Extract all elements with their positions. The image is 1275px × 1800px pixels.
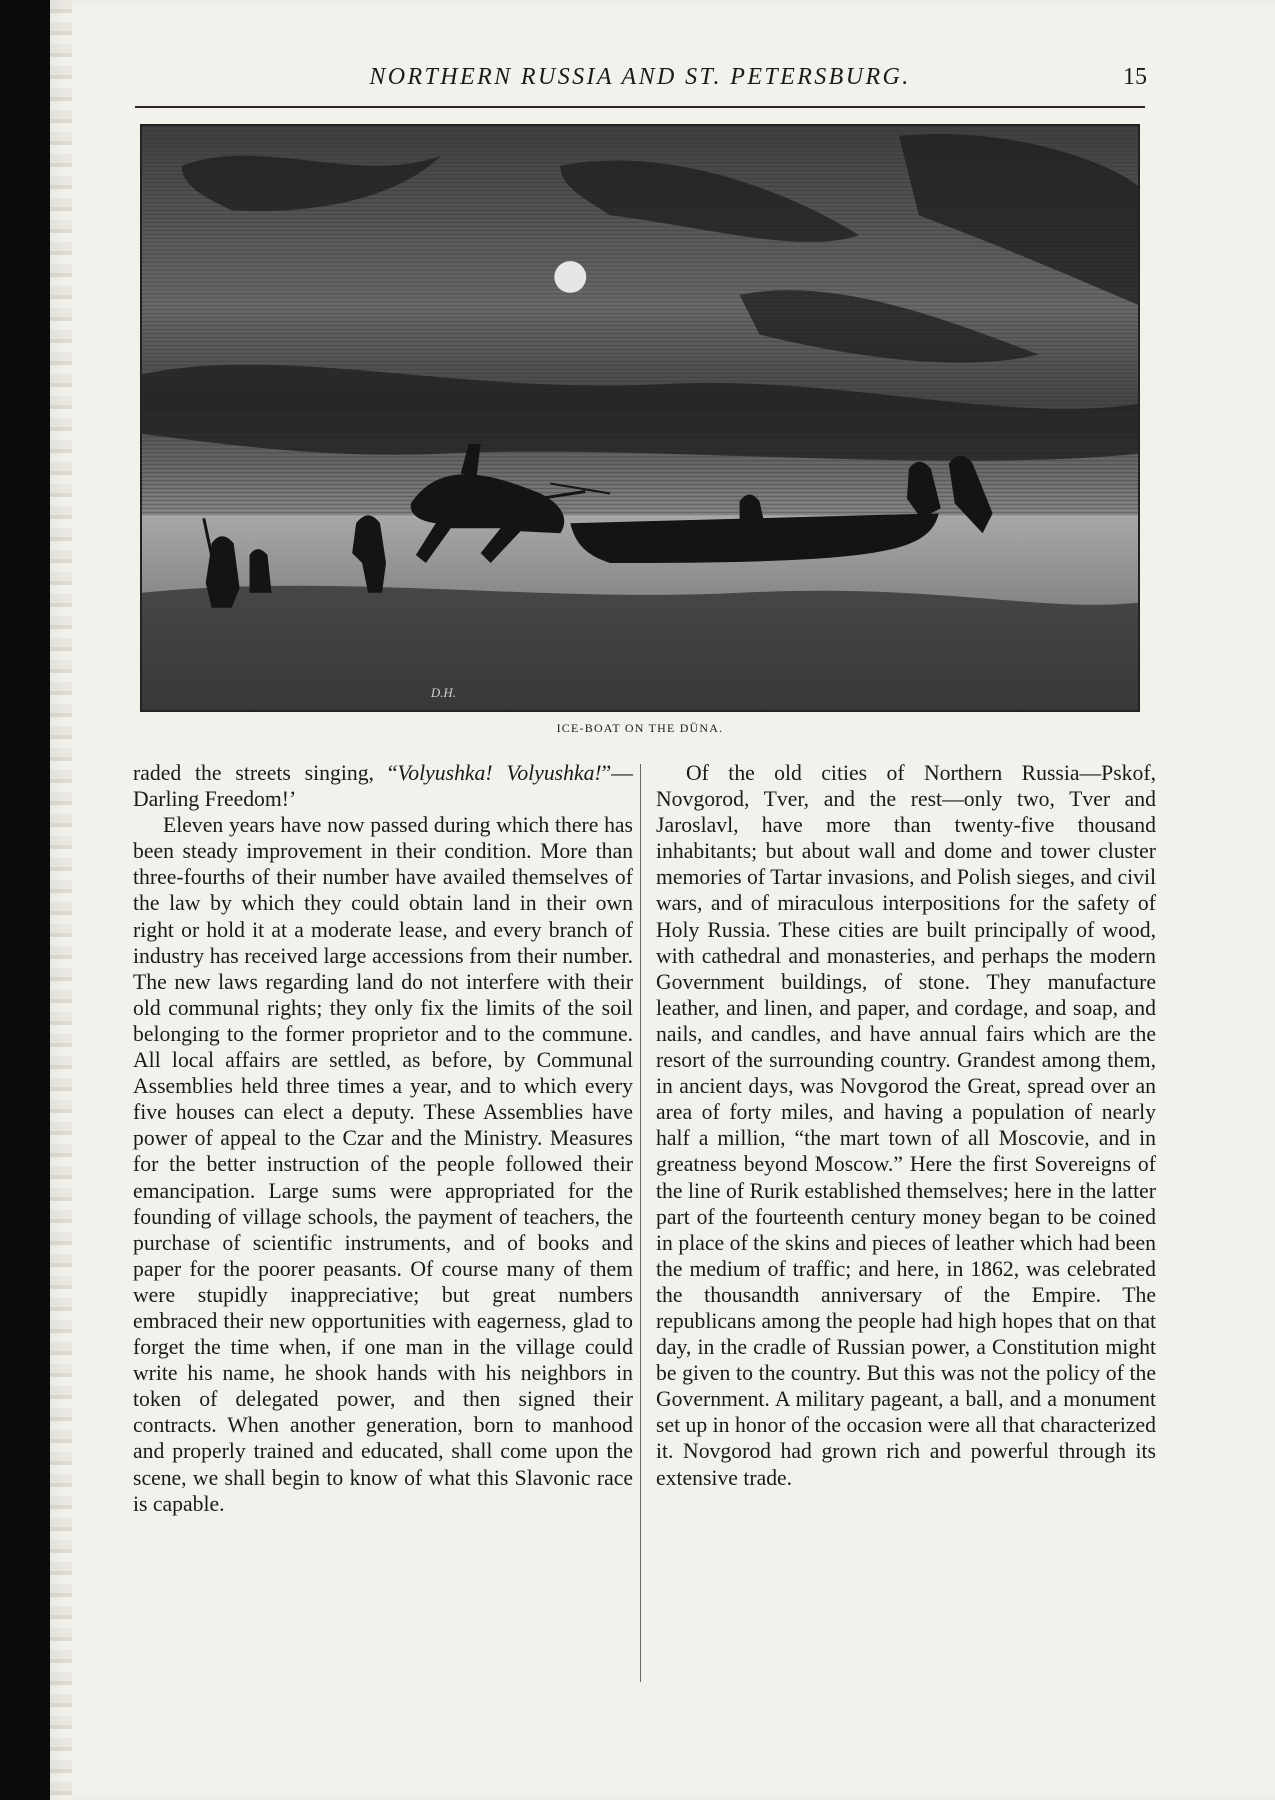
- left-paragraph-2: Eleven years have now passed during which there has been steady improvement in their condition. More than three-fourths of their number have availed themselves of the law by which they could obtain land in their own right or hold it at a moderate lease, and every branch of industry has received large accessions from their number. The new laws regarding land do not interfere with their old communal rights; they only fix the limits of the soil belonging to the former proprietor and to the commune. All local affairs are settled, as before, by Communal Assemblies held three times a year, and to which every five houses can elect a deputy. These Assemblies have power of appeal to the Czar and the Ministry. Measures for the better instruction of the people followed their emancipation. Large sums were appropriated for the founding of village schools, the payment of teachers, the purchase of scientific instruments, and of books and paper for the poorer peasants. Of course many of them were stupidly inappreciative; but great numbers embraced their new opportunities with eagerness, glad to forget the time when, if one man in the village could write his name, he shook hands with his neighbors in token of delegated power, and then signed their contracts. When another generation, born to manhood and properly trained and educated, shall come upon the scene, we shall begin to know of what this Slavonic race is capable.: [133, 813, 633, 1516]
- column-divider: [640, 764, 641, 1682]
- moon: [554, 261, 586, 293]
- left-paragraph-1: raded the streets singing, “Volyushka! Volyushka!”—Darling Freedom!’: [133, 761, 633, 812]
- left-column: [133, 760, 633, 1517]
- engraver-monogram: D.H.: [430, 685, 456, 701]
- running-title: NORTHERN RUSSIA AND ST. PETERSBURG.: [369, 64, 911, 90]
- ice-boat-engraving: [140, 124, 1140, 712]
- volyushka-quote: Volyushka! Volyushka!: [397, 761, 602, 785]
- right-column: [656, 760, 1156, 1491]
- right-paragraph-1: Of the old cities of Northern Russia—Pskof, Novgorod, Tver, and the rest—only two, Tver and Jaroslavl, have more than twenty-five thousand inhabitants; but about wall and dome and tower cluster memories of Tartar invasions, and Polish sieges, and civil wars, and of miraculous interpositions for the safety of Holy Russia. These cities are built principally of wood, with cathedral and monasteries, and perhaps the modern Government buildings, of stone. They manufacture leather, and linen, and paper, and cordage, and soap, and nails, and candles, and have annual fairs which are the resort of the surrounding country. Grandest among them, in ancient days, was Novgorod the Great, spread over an area of forty miles, and having a population of nearly half a million, “the mart town of all Moscovie, and in greatness beyond Moscow.” Here the first Sovereigns of the line of Rurik established themselves; here in the latter part of the fourteenth century money began to be coined in place of the skins and pieces of leather which had been the medium of traffic; and here, in 1862, was celebrated the thousandth anniversary of the Empire. The republicans among the people had high hopes that on that day, in the cradle of Russian power, a Constitution might be given to the country. But this was not the policy of the Government. A military pageant, a ball, and a monument set up in honor of the occasion were all that characterized it. Novgorod had grown rich and powerful through its extensive trade.: [656, 761, 1156, 1490]
- header-rule: [135, 106, 1145, 108]
- engraving-svg: [142, 126, 1138, 710]
- figure-caption: ICE-BOAT ON THE DÜNA.: [556, 721, 724, 735]
- page-number: 15: [1123, 64, 1147, 90]
